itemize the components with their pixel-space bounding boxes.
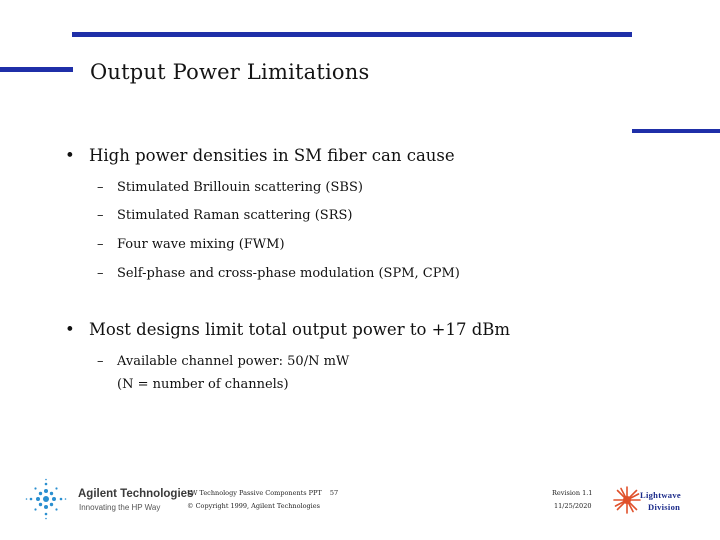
- doc-line: [187, 489, 338, 497]
- division-logo-line1: Lightwave: [640, 490, 681, 500]
- sub-text: Stimulated Raman scattering (SRS): [117, 208, 353, 223]
- bullet-marker: •: [65, 320, 75, 339]
- right-rule: [632, 129, 720, 133]
- sub-text-continuation: (N = number of channels): [117, 377, 289, 392]
- page-number: 57: [329, 489, 339, 497]
- bullet-text: Most designs limit total output power to +17 dBm: [89, 320, 511, 339]
- sub-text: Self-phase and cross-phase modulation (SPM, CPM): [117, 266, 460, 281]
- slide-title: Output Power Limitations: [90, 60, 370, 84]
- company-name: Agilent Technologies: [78, 488, 194, 500]
- lightwave-burst-icon: [612, 485, 642, 515]
- revision: Revision 1.1: [552, 489, 593, 497]
- top-rule: [72, 32, 632, 37]
- sub-marker: –: [97, 354, 104, 369]
- date: 11/25/2020: [554, 502, 592, 510]
- agilent-spark-icon: [25, 478, 67, 520]
- sub-text: Four wave mixing (FWM): [117, 237, 285, 252]
- sub-marker: –: [97, 237, 104, 252]
- company-tagline: Innovating the HP Way: [79, 503, 161, 512]
- copyright: © Copyright 1999, Agilent Technologies: [187, 502, 320, 510]
- sub-text: Available channel power: 50/N mW: [117, 354, 350, 369]
- bullet-marker: •: [65, 146, 75, 165]
- sub-marker: –: [97, 180, 104, 195]
- sub-text: Stimulated Brillouin scattering (SBS): [117, 180, 363, 195]
- bullet-text: High power densities in SM fiber can cause: [89, 146, 455, 165]
- sub-marker: –: [97, 266, 104, 281]
- division-logo-line2: Division: [648, 502, 681, 512]
- left-rule: [0, 67, 73, 72]
- sub-marker: –: [97, 208, 104, 223]
- doc-title: LW Technology Passive Components PPT: [187, 489, 322, 497]
